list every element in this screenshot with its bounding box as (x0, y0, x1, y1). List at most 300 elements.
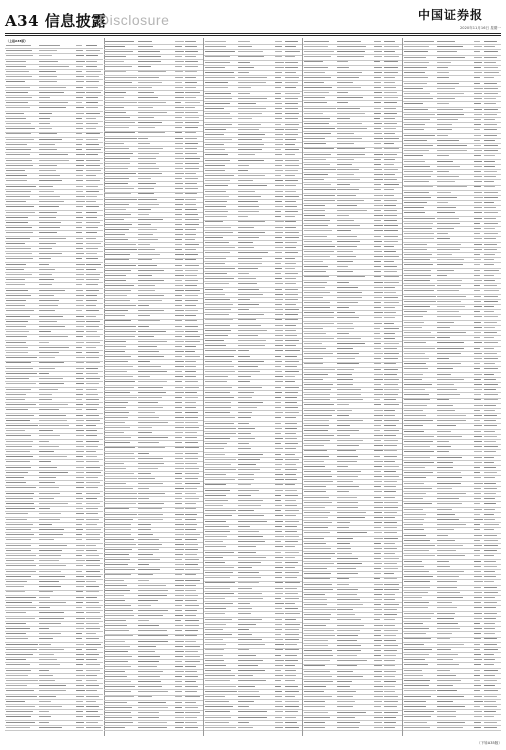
table-cell-text (285, 454, 295, 455)
table-cell-text (175, 412, 182, 413)
table-cell-text (105, 143, 124, 144)
table-cell-text (39, 565, 66, 566)
table-cell-text (304, 287, 324, 288)
table-cell-text (238, 283, 257, 284)
fine-print-rows (204, 38, 302, 736)
table-cell-text (238, 304, 259, 305)
table-cell-text (437, 623, 458, 624)
table-cell-text (474, 711, 482, 712)
table-cell-text (275, 221, 284, 222)
table-cell-text (105, 508, 128, 509)
table-cell-text (175, 173, 183, 174)
table-cell-text (337, 118, 350, 119)
table-cell-text (275, 624, 283, 625)
table-cell-text (404, 451, 435, 452)
table-cell-text (105, 646, 130, 647)
table-cell-text (437, 550, 456, 551)
table-cell-text (138, 178, 151, 179)
table-cell-text (304, 410, 335, 411)
table-cell-text (76, 638, 82, 639)
table-cell-text (474, 233, 481, 234)
table-cell-text (105, 585, 127, 586)
table-cell-text (275, 629, 282, 630)
table-cell-text (275, 490, 283, 491)
table-cell-text (404, 348, 435, 349)
table-cell-text (138, 630, 166, 631)
table-cell-text (484, 77, 495, 78)
table-cell-text (437, 628, 460, 629)
table-cell-text (285, 175, 295, 176)
table-cell-text (437, 540, 455, 541)
table-cell-text (105, 630, 129, 631)
table-cell-text (238, 469, 260, 470)
table-cell-text (304, 67, 328, 68)
table-cell-text (404, 545, 435, 546)
table-cell-text (384, 399, 396, 400)
table-cell-text (304, 497, 329, 498)
table-cell-text (337, 323, 353, 324)
table-cell-text (474, 628, 482, 629)
table-cell-text (138, 397, 162, 398)
table-cell-text (384, 527, 396, 528)
table-cell-text (105, 590, 129, 591)
table-cell-text (474, 602, 481, 603)
table-cell-text (304, 573, 331, 574)
table-cell-text (304, 266, 327, 267)
table-cell-text (138, 671, 162, 672)
table-cell-text (404, 109, 429, 110)
table-cell-text (474, 535, 483, 536)
table-cell-text (275, 139, 283, 140)
table-cell-text (238, 546, 256, 547)
table-cell-text (138, 392, 165, 393)
table-cell-text (185, 361, 196, 362)
table-cell-text (337, 512, 366, 513)
table-cell-text (185, 412, 197, 413)
table-cell-text (105, 112, 126, 113)
table-cell-text (374, 338, 381, 339)
table-cell-text (285, 619, 296, 620)
table-cell-text (86, 722, 98, 723)
table-cell-text (374, 138, 383, 139)
table-cell-text (205, 371, 235, 372)
table-cell-text (304, 195, 335, 196)
table-cell-text (437, 88, 455, 89)
table-cell-text (105, 381, 135, 382)
table-cell-text (138, 204, 159, 205)
table-cell-text (138, 270, 163, 271)
table-cell-text (285, 644, 298, 645)
table-cell-text (6, 232, 33, 233)
table-cell-text (6, 456, 33, 457)
table-cell-text (39, 638, 53, 639)
table-cell-text (86, 362, 100, 363)
table-cell-text (6, 597, 36, 598)
table-cell-text (205, 139, 232, 140)
table-cell-text (384, 717, 396, 718)
table-cell-text (175, 361, 183, 362)
table-cell-text (86, 347, 96, 348)
table-cell-text (404, 519, 424, 520)
table-cell-text (304, 609, 335, 610)
table-cell-text (275, 335, 283, 336)
table-cell-text (105, 61, 124, 62)
table-cell-text (474, 368, 480, 369)
table-cell-text (275, 46, 282, 47)
table-cell-text (105, 204, 128, 205)
table-cell-text (86, 696, 99, 697)
table-cell-text (404, 566, 425, 567)
table-cell-text (437, 57, 465, 58)
table-cell-text (474, 270, 481, 271)
table-cell-text (185, 681, 195, 682)
table-cell-text (285, 588, 297, 589)
table-cell-text (484, 358, 499, 359)
table-cell-text (484, 493, 497, 494)
table-cell-text (39, 357, 55, 358)
table-cell-text (205, 459, 236, 460)
table-cell-text (205, 232, 233, 233)
table-cell-text (86, 565, 100, 566)
table-cell-text (484, 135, 497, 136)
table-cell-text (175, 41, 183, 42)
table-cell-text (374, 317, 381, 318)
table-cell-text (76, 394, 83, 395)
table-cell-text (275, 546, 283, 547)
table-cell-text (175, 244, 181, 245)
table-cell-text (384, 594, 395, 595)
table-cell-text (138, 514, 162, 515)
table-cell-text (175, 585, 183, 586)
table-cell-text (437, 467, 454, 468)
table-cell-text (384, 261, 394, 262)
table-cell-text (205, 675, 236, 676)
table-cell-text (6, 503, 34, 504)
table-cell-text (474, 93, 482, 94)
table-cell-text (138, 356, 164, 357)
table-cell-text (86, 472, 101, 473)
table-cell-text (86, 305, 96, 306)
table-cell-text (175, 153, 183, 154)
table-cell-text (39, 66, 69, 67)
table-cell-text (374, 491, 382, 492)
table-cell-text (437, 301, 462, 302)
table-cell-text (138, 712, 159, 713)
table-cell-text (285, 216, 295, 217)
table-cell-text (238, 464, 256, 465)
table-cell-text (404, 706, 426, 707)
table-cell-text (337, 164, 352, 165)
table-cell-text (404, 514, 426, 515)
table-cell-text (175, 651, 184, 652)
table-cell-text (185, 178, 198, 179)
table-cell-text (138, 310, 163, 311)
table-cell-text (175, 508, 184, 509)
table-cell-text (138, 702, 165, 703)
table-cell-text (384, 676, 395, 677)
table-cell-text (304, 712, 328, 713)
table-cell-text (384, 195, 394, 196)
table-cell-text (205, 438, 231, 439)
table-cell-text (474, 103, 481, 104)
table-cell-text (138, 77, 158, 78)
table-cell-text (304, 527, 327, 528)
table-cell-text (175, 280, 181, 281)
table-cell-text (304, 548, 331, 549)
table-cell-text (86, 336, 100, 337)
table-cell-text (205, 448, 224, 449)
table-cell-text (39, 123, 50, 124)
table-cell-text (86, 123, 98, 124)
table-cell-text (138, 366, 161, 367)
table-cell-text (238, 314, 265, 315)
table-cell-text (205, 665, 226, 666)
table-cell-text (474, 389, 483, 390)
table-cell-text (374, 650, 381, 651)
table-cell-text (39, 154, 68, 155)
table-cell-text (6, 623, 26, 624)
table-cell-text (39, 305, 58, 306)
table-cell-text (384, 630, 398, 631)
table-cell-text (175, 392, 184, 393)
table-cell-text (39, 196, 60, 197)
table-cell-text (437, 129, 453, 130)
table-cell-text (39, 581, 59, 582)
table-cell-text (374, 681, 381, 682)
table-cell-text (337, 578, 349, 579)
table-cell-text (175, 229, 182, 230)
table-cell-text (404, 389, 426, 390)
table-cell-text (39, 482, 55, 483)
table-cell-text (484, 540, 498, 541)
table-cell-text (76, 352, 82, 353)
table-cell-text (175, 224, 181, 225)
table-cell-text (437, 399, 450, 400)
table-cell-text (275, 319, 282, 320)
table-cell-text (275, 572, 283, 573)
table-cell-text (337, 159, 354, 160)
table-cell-text (275, 381, 283, 382)
table-cell-text (384, 251, 395, 252)
table-cell-text (6, 154, 30, 155)
table-cell-text (138, 224, 150, 225)
table-cell-text (484, 664, 495, 665)
table-cell-text (285, 41, 298, 42)
table-cell-text (285, 603, 296, 604)
table-cell-text (374, 706, 381, 707)
table-cell-text (175, 310, 183, 311)
table-cell-text (138, 71, 165, 72)
table-cell-text (437, 545, 463, 546)
table-cell-text (437, 436, 463, 437)
table-cell-text (205, 562, 225, 563)
table-cell-text (205, 510, 237, 511)
table-cell-text (6, 248, 31, 249)
table-cell-text (374, 584, 382, 585)
table-cell-text (205, 103, 230, 104)
table-cell-text (86, 274, 100, 275)
table-cell-text (474, 129, 481, 130)
table-cell-text (86, 165, 100, 166)
table-cell-text (384, 660, 395, 661)
table-cell-text (384, 215, 397, 216)
table-cell-text (205, 366, 234, 367)
table-cell-text (76, 196, 85, 197)
table-cell-text (285, 649, 299, 650)
table-cell-text (374, 671, 382, 672)
table-cell-text (474, 399, 481, 400)
table-cell-text (205, 252, 230, 253)
table-cell-text (374, 159, 381, 160)
table-cell-text (384, 538, 398, 539)
table-cell-text (6, 61, 26, 62)
table-cell-text (175, 580, 184, 581)
table-cell-text (76, 513, 84, 514)
table-cell-text (384, 138, 399, 139)
table-cell-text (404, 129, 425, 130)
table-cell-text (6, 404, 36, 405)
table-cell-text (175, 158, 184, 159)
table-cell-text (138, 534, 152, 535)
table-cell-text (205, 129, 226, 130)
table-cell-text (138, 92, 154, 93)
table-cell-text (6, 519, 27, 520)
table-cell-text (105, 407, 126, 408)
table-cell-text (86, 139, 98, 140)
table-cell-text (484, 51, 498, 52)
table-cell-text (484, 581, 495, 582)
table-cell-text (484, 711, 497, 712)
table-cell-text (304, 302, 330, 303)
table-cell-text (138, 41, 152, 42)
table-cell-text (404, 540, 431, 541)
table-cell-text (304, 143, 325, 144)
table-cell-text (6, 295, 31, 296)
table-cell-text (6, 227, 32, 228)
table-cell-text (404, 602, 430, 603)
table-cell-text (474, 613, 482, 614)
table-cell-text (474, 316, 483, 317)
table-cell-text (105, 117, 130, 118)
table-cell-text (275, 87, 282, 88)
table-cell-text (374, 527, 380, 528)
table-cell-text (105, 280, 126, 281)
table-cell-text (404, 493, 426, 494)
table-cell-text (484, 368, 498, 369)
table-cell-text (39, 706, 62, 707)
table-cell-text (384, 328, 399, 329)
table-cell-text (175, 493, 181, 494)
table-cell-text (384, 184, 399, 185)
table-cell-text (404, 467, 425, 468)
table-cell-text (337, 584, 349, 585)
table-cell-text (175, 564, 184, 565)
table-cell-text (238, 577, 261, 578)
table-cell-text (175, 214, 182, 215)
table-cell-text (205, 325, 230, 326)
table-cell-text (105, 82, 132, 83)
table-cell-text (384, 619, 395, 620)
table-cell-text (76, 591, 83, 592)
table-cell-text (6, 539, 31, 540)
table-cell-text (76, 498, 83, 499)
table-cell-text (175, 559, 181, 560)
table-cell-text (404, 436, 434, 437)
table-cell-text (404, 410, 423, 411)
table-cell-text (285, 670, 296, 671)
table-cell-text (76, 81, 84, 82)
table-cell-text (175, 702, 181, 703)
table-cell-text (285, 196, 299, 197)
table-cell-text (304, 307, 330, 308)
table-cell-text (374, 712, 382, 713)
table-cell-text (76, 389, 83, 390)
table-cell-text (404, 727, 431, 728)
table-cell-text (39, 160, 69, 161)
table-cell-text (185, 580, 200, 581)
table-cell-text (185, 239, 195, 240)
table-cell-text (337, 113, 365, 114)
table-cell-text (304, 123, 328, 124)
table-cell-text (437, 509, 453, 510)
table-cell-text (474, 503, 481, 504)
table-cell-text (138, 173, 162, 174)
table-cell-text (175, 453, 182, 454)
table-cell-text (175, 635, 184, 636)
table-cell-text (404, 161, 425, 162)
table-cell-text (6, 180, 27, 181)
table-cell-text (437, 249, 460, 250)
table-cell-text (105, 564, 128, 565)
table-cell-text (39, 550, 62, 551)
table-cell-text (105, 437, 130, 438)
table-cell-text (337, 609, 353, 610)
table-cell-text (374, 123, 381, 124)
table-cell-text (175, 366, 184, 367)
table-cell-text (337, 143, 354, 144)
table-cell-text (474, 483, 483, 484)
table-cell-text (484, 488, 498, 489)
table-cell-text (337, 502, 357, 503)
table-cell-text (185, 625, 199, 626)
table-cell-text (105, 315, 124, 316)
table-cell-text (474, 275, 480, 276)
table-cell-text (275, 211, 281, 212)
table-cell-text (185, 727, 198, 728)
table-cell-text (138, 651, 155, 652)
table-cell-text (39, 420, 67, 421)
table-cell-text (275, 242, 283, 243)
table-cell-text (138, 681, 160, 682)
table-cell-text (39, 618, 64, 619)
table-cell-text (238, 335, 258, 336)
table-cell-text (384, 404, 398, 405)
table-cell-text (474, 301, 481, 302)
table-cell-text (404, 197, 431, 198)
table-cell-text (6, 415, 34, 416)
table-cell-text (105, 92, 126, 93)
table-cell-text (205, 330, 231, 331)
table-cell-text (374, 328, 380, 329)
table-cell-text (484, 337, 494, 338)
table-cell-text (6, 467, 31, 468)
table-cell-text (185, 270, 198, 271)
table-cell-text (304, 491, 326, 492)
table-cell-text (6, 477, 24, 478)
table-cell-text (86, 227, 98, 228)
table-cell-text (337, 640, 356, 641)
table-cell-text (384, 635, 396, 636)
